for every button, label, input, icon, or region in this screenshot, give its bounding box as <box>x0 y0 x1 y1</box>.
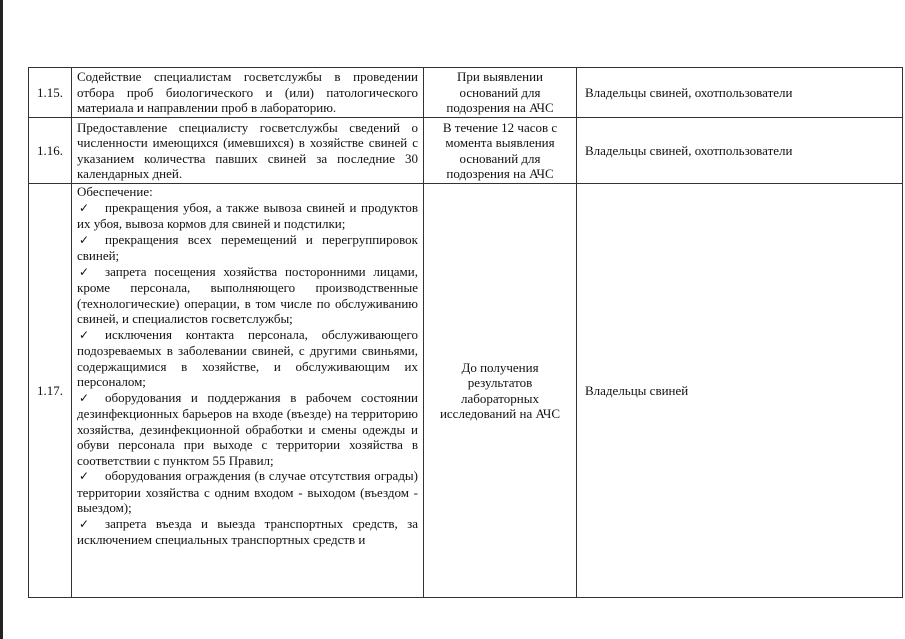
intro-text: Обеспечение: <box>77 184 153 199</box>
measure-term: При выявлении оснований для подозрения на АЧС <box>424 68 577 118</box>
row-number: 1.16. <box>29 118 72 184</box>
measure-term: В течение 12 часов с момента выявления оснований для подозрения на АЧС <box>424 118 577 184</box>
row-number: 1.17. <box>29 184 72 598</box>
page-edge <box>0 0 3 639</box>
list-item: ✓ оборудования ограждения (в случае отсутствия ограды) территории хозяйства с одним входом - выходом (въездом - выездом); <box>77 468 418 515</box>
measure-description: Предоставление специалисту госветслужбы сведений о численности имеющихся (имевшихся) в хозяйстве свиней с указанием количества павших свиней за последние 30 календарных дней. <box>72 118 424 184</box>
measure-term: До получения результатов лабораторных исследований на АЧС <box>424 184 577 598</box>
checkmark-icon: ✓ <box>79 200 90 215</box>
checkmark-icon: ✓ <box>79 232 90 247</box>
checkmark-icon: ✓ <box>79 264 90 279</box>
responsible-party: Владельцы свиней <box>577 184 903 598</box>
measure-description: Содействие специалистам госветслужбы в проведении отбора проб биологического и (или) патологического материала и направлении проб в лабораторию. <box>72 68 424 118</box>
measure-description <box>72 184 424 598</box>
checkmark-icon: ✓ <box>79 327 90 342</box>
list-item: ✓ прекращения всех перемещений и перегруппировок свиней; <box>77 231 418 263</box>
responsible-party: Владельцы свиней, охотпользователи <box>577 68 903 118</box>
list-item: ✓ оборудования и поддержания в рабочем состоянии дезинфекционных барьеров на входе (въезде) на территорию хозяйства, дезинфекционной обработки и смены одежды и обуви персонала при выходе с территории хозяйства в соответствии с пунктом 55 Правил; <box>77 389 418 468</box>
list-item: ✓ прекращения убоя, а также вывоза свиней и продуктов их убоя, вывоза кормов для свиней и подстилки; <box>77 199 418 231</box>
table-row <box>29 68 903 118</box>
list-item: ✓ исключения контакта персонала, обслуживающего подозреваемых в заболевании свиней, с другими свиньями, содержащимися в хозяйстве, и обслуживающим их персоналом; <box>77 326 418 389</box>
checkmark-icon: ✓ <box>79 516 90 531</box>
table-row <box>29 184 903 598</box>
checkmark-icon: ✓ <box>79 469 90 483</box>
list-item: ✓ запрета въезда и выезда транспортных средств, за исключением специальных транспортных средств и <box>77 515 418 547</box>
row-number: 1.15. <box>29 68 72 118</box>
table-row <box>29 118 903 184</box>
list-item: ✓ запрета посещения хозяйства посторонними лицами, кроме персонала, выполняющего производственные (технологические) операции, в том числе по обслуживанию свиней, и специалистов госветслужбы; <box>77 263 418 326</box>
responsible-party: Владельцы свиней, охотпользователи <box>577 118 903 184</box>
measures-table <box>28 67 903 598</box>
checkmark-icon: ✓ <box>79 390 90 405</box>
